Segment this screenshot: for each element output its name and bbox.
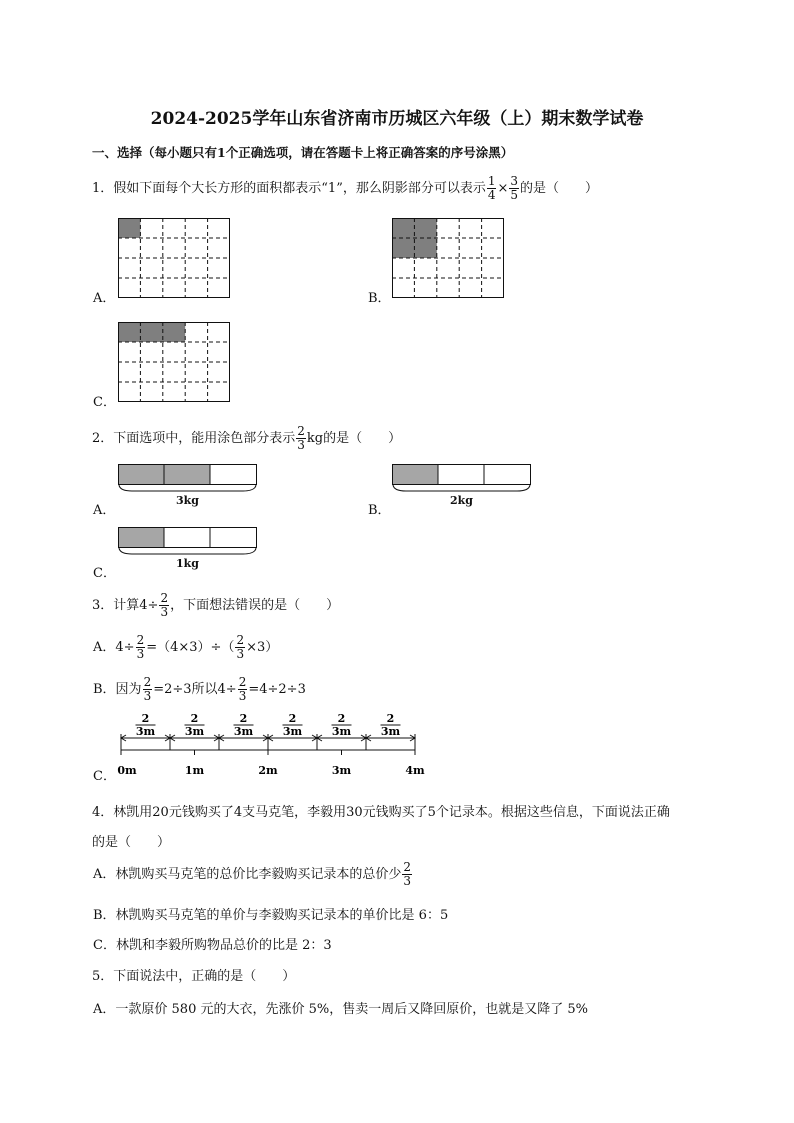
- q1-fraction-1: [487, 175, 497, 202]
- segment-label-denominator: 3m: [380, 725, 401, 738]
- numerator: 2: [403, 860, 412, 874]
- q1-stem-before: 1．假如下面每个大长方形的面积都表示“1”，那么阴影部分可以表示: [92, 181, 486, 196]
- q5-option-a: A．一款原价 580 元的大衣，先涨价 5%，售卖一周后又降回原价，也就是又降了 5%: [93, 1002, 588, 1017]
- q2-fraction: [296, 425, 306, 452]
- q3-number-line: [115, 712, 435, 784]
- q2-option-b-label: B．: [368, 503, 391, 518]
- numerator: 2: [297, 424, 305, 438]
- brace: [119, 485, 256, 491]
- question-1-stem: [92, 175, 598, 202]
- segment-label-numerator: 2: [141, 712, 150, 725]
- q3-a-part2: =（4×3）÷（: [146, 640, 235, 655]
- denominator: 3: [236, 647, 245, 661]
- shaded-segment: [392, 464, 438, 485]
- q2-bar-b-label: 2kg: [450, 494, 473, 507]
- numerator: 3: [510, 174, 519, 188]
- q1-stem-after: 的是（ ）: [520, 181, 599, 196]
- q3-option-b: [93, 676, 306, 703]
- tick-label: 4m: [405, 764, 425, 777]
- q3-option-a: [93, 634, 278, 661]
- page-title: 2024-2025学年山东省济南市历城区六年级（上）期末数学试卷: [150, 109, 644, 129]
- question-3-stem: [92, 592, 339, 619]
- denominator: 5: [510, 188, 519, 202]
- q3-a-part3: ×3）: [246, 640, 279, 655]
- tick-label: 2m: [258, 764, 278, 777]
- q3-a-part1: A．4÷: [93, 640, 135, 655]
- question-5-stem: 5．下面说法中，正确的是（ ）: [92, 969, 296, 984]
- q3-stem-after: ，下面想法错误的是（ ）: [170, 598, 340, 613]
- segment-label-numerator: 2: [239, 712, 248, 725]
- q1-grid-a: [118, 218, 230, 298]
- q2-bar-c: [118, 527, 258, 557]
- segment-label-numerator: 2: [386, 712, 395, 725]
- numerator: 2: [238, 675, 247, 689]
- q3-a-fraction-2: [235, 634, 245, 661]
- denominator: 3: [297, 438, 305, 452]
- denominator: 3: [160, 605, 169, 619]
- q2-bar-a: [118, 464, 258, 494]
- segment-label-denominator: 3m: [331, 725, 352, 738]
- segment-label-denominator: 3m: [233, 725, 254, 738]
- q3-fraction: [159, 592, 169, 619]
- q2-stem-after: kg的是（ ）: [306, 431, 402, 446]
- brace: [119, 548, 256, 554]
- q3-b-part2: =2÷3所以4÷: [153, 682, 237, 697]
- question-2-stem: [92, 425, 401, 452]
- numerator: 2: [136, 633, 145, 647]
- shaded-segment: [118, 527, 164, 548]
- q1-grid-b: [392, 218, 504, 298]
- q3-b-fraction-2: [238, 676, 248, 703]
- times-sign: ×: [497, 181, 509, 196]
- tick-label: 1m: [184, 764, 205, 777]
- tick-label: 0m: [117, 764, 137, 777]
- segment-label-numerator: 2: [337, 712, 346, 725]
- q4-a-fraction: [402, 861, 412, 888]
- q2-bar-c-label: 1kg: [176, 557, 199, 570]
- segment-label-denominator: 3m: [282, 725, 303, 738]
- q2-bar-a-label: 3kg: [176, 494, 199, 507]
- q4-a-text: A．林凯购买马克笔的总价比李毅购买记录本的总价少: [93, 867, 402, 882]
- denominator: 3: [136, 647, 145, 661]
- numerator: 2: [160, 591, 169, 605]
- numerator: 2: [143, 675, 152, 689]
- q3-option-c-label: C．: [93, 769, 116, 784]
- denominator: 3: [403, 874, 412, 888]
- segment-label-denominator: 3m: [135, 725, 156, 738]
- q3-b-part1: B．因为: [93, 682, 142, 697]
- q2-option-c-label: C．: [93, 566, 116, 581]
- q4-option-a: [93, 861, 413, 888]
- denominator: 3: [143, 689, 152, 703]
- section-heading: 一、选择（每小题只有1个正确选项，请在答题卡上将正确答案的序号涂黑）: [92, 145, 514, 160]
- q4-option-b: B．林凯购买马克笔的单价与李毅购买记录本的单价比是 6：5: [93, 908, 449, 923]
- denominator: 3: [238, 689, 247, 703]
- question-4-stem-line2: 的是（ ）: [92, 835, 171, 850]
- q3-b-fraction-1: [143, 676, 153, 703]
- brace: [393, 485, 530, 491]
- q1-fraction-2: [509, 175, 519, 202]
- q2-stem-before: 2．下面选项中，能用涂色部分表示: [92, 431, 296, 446]
- q2-bar-b: [392, 464, 532, 494]
- segment-label-denominator: 3m: [184, 725, 205, 738]
- segment-label-numerator: 2: [190, 712, 199, 725]
- q1-option-c-label: C．: [93, 395, 116, 410]
- q1-option-b-label: B．: [368, 291, 391, 306]
- tick-label: 3m: [331, 764, 352, 777]
- q3-b-part3: =4÷2÷3: [248, 682, 306, 697]
- denominator: 4: [487, 188, 496, 202]
- segment-label-numerator: 2: [288, 712, 297, 725]
- question-4-stem-line1: 4．林凯用20元钱购买了4支马克笔，李毅用30元钱购买了5个记录本。根据这些信息，下面说法正确: [92, 805, 670, 820]
- q3-a-fraction-1: [136, 634, 146, 661]
- shaded-cell: [118, 218, 140, 238]
- q3-stem-before: 3．计算4÷: [92, 598, 159, 613]
- q4-option-c: C．林凯和李毅所购物品总价的比是 2：3: [93, 938, 332, 953]
- numerator: 1: [487, 174, 496, 188]
- q1-grid-c: [118, 322, 230, 402]
- q1-option-a-label: A．: [93, 291, 116, 306]
- shaded-cells: [118, 322, 185, 342]
- numerator: 2: [236, 633, 245, 647]
- q2-option-a-label: A．: [93, 503, 116, 518]
